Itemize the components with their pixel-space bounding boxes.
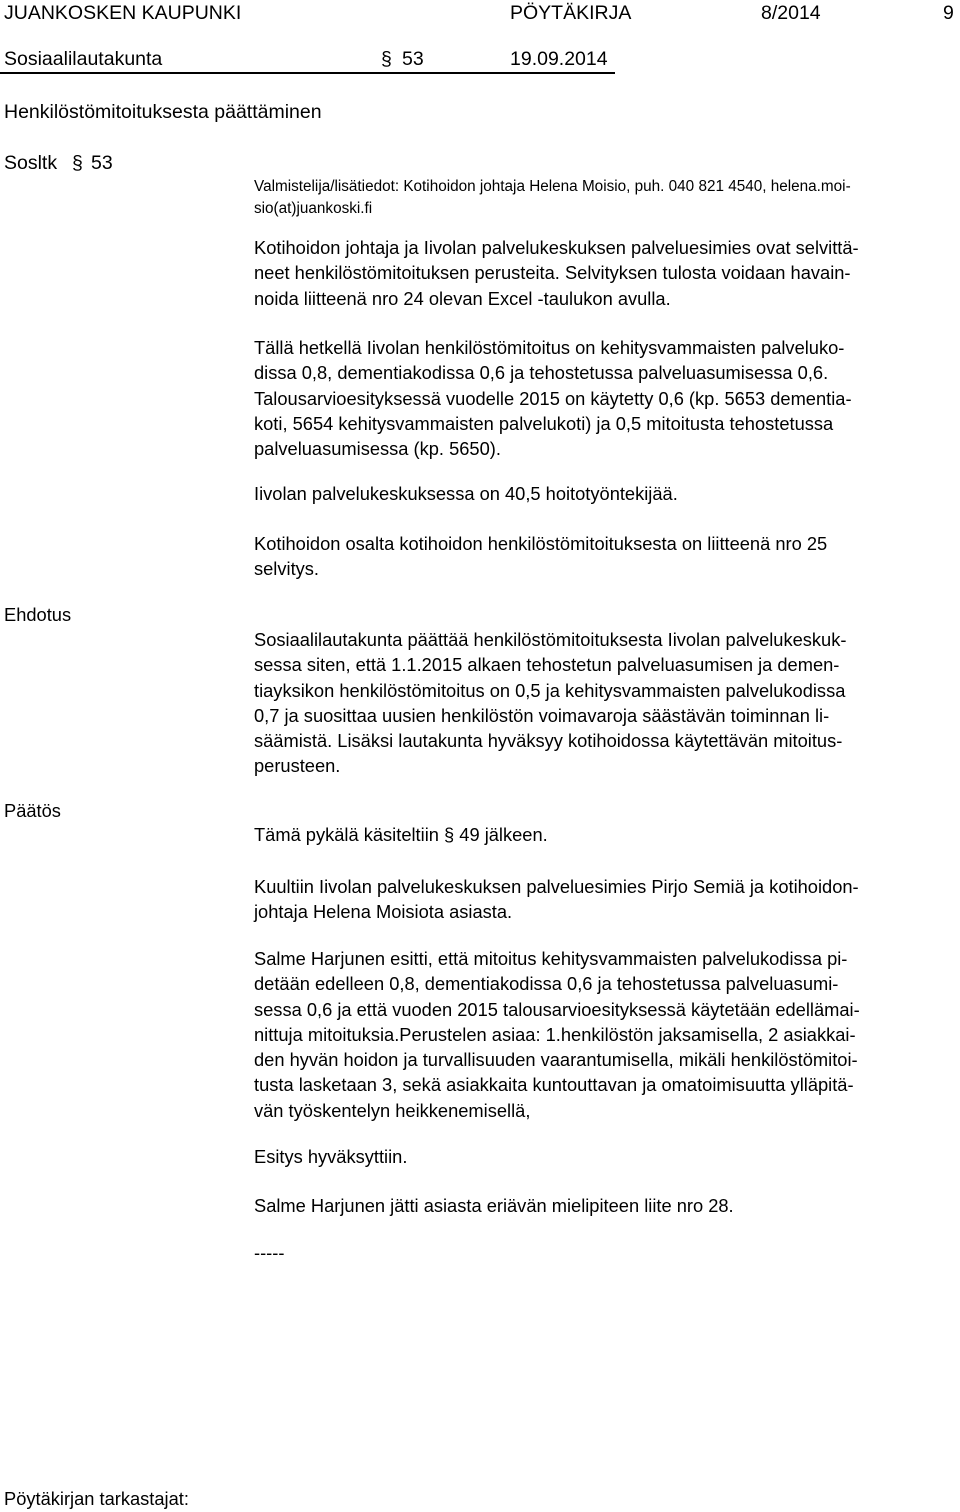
document-type: PÖYTÄKIRJA <box>510 2 632 24</box>
text-line: detään edelleen 0,8, dementiakodissa 0,6 ja tehostetussa palveluasumi- <box>254 973 839 995</box>
text-line: Tällä hetkellä Iivolan henkilöstömitoitus on kehitysvammaisten palveluko- <box>254 337 845 358</box>
text-line: selvitys. <box>254 558 320 580</box>
preparer-info <box>254 176 954 219</box>
text-line: dissa 0,8, dementiakodissa 0,6 ja tehostetussa palveluasumisessa 0,6. <box>254 362 829 384</box>
background-paragraph <box>254 531 954 582</box>
document-number: 8/2014 <box>761 2 821 24</box>
text-line: Talousarvioesityksessä vuodelle 2015 on käytetty 0,6 (kp. 5653 dementia- <box>254 387 852 409</box>
page-number: 9 <box>943 2 954 24</box>
text-line: tiayksikon henkilöstömitoitus on 0,5 ja kehitysvammaisten palvelukodissa <box>254 679 846 701</box>
end-mark: ----- <box>254 1242 285 1263</box>
background-paragraph <box>254 235 954 311</box>
page-title: Henkilöstömitoituksesta päättäminen <box>4 101 322 123</box>
text-line: Kotihoidon osalta kotihoidon henkilöstömitoituksesta on liitteenä nro 25 <box>254 533 828 554</box>
proposal-text <box>254 627 954 779</box>
text-line: sessa 0,6 ja että vuoden 2015 talousarvioesityksessä käytetään edellämai- <box>254 998 860 1020</box>
reference-label: Sosltk <box>4 152 58 174</box>
reference-section-number: 53 <box>91 152 113 174</box>
text-line: tusta lasketaan 3, sekä asiakkaita kuntouttavan ja omatoimisuutta ylläpitä- <box>254 1074 854 1096</box>
section-number: 53 <box>402 48 424 70</box>
background-paragraph <box>254 335 954 461</box>
text-line: noida liitteenä nro 24 olevan Excel -taulukon avulla. <box>254 287 671 309</box>
preparer-line: sio(at)juankoski.fi <box>254 199 373 217</box>
meeting-date: 19.09.2014 <box>510 48 608 70</box>
text-line: säämistä. Lisäksi lautakunta hyväksyy kotihoidossa käytettävän mitoitus- <box>254 730 843 752</box>
proposal-label: Ehdotus <box>4 604 72 625</box>
text-line: Kuultiin Iivolan palvelukeskuksen palveluesimies Pirjo Semiä ja kotihoidon- <box>254 876 859 897</box>
preparer-line: Valmistelija/lisätiedot: Kotihoidon johtaja Helena Moisio, puh. 040 821 4540, helena.moi- <box>254 178 851 195</box>
text-line: Esitys hyväksyttiin. <box>254 1146 408 1167</box>
text-line: den hyvän hoidon ja turvallisuuden vaarantumisella, mikäli henkilöstömitoi- <box>254 1049 858 1071</box>
background-paragraph <box>254 481 954 506</box>
decision-paragraph <box>254 1193 954 1218</box>
footer-inspectors-label: Pöytäkirjan tarkastajat: <box>4 1488 189 1509</box>
text-line: Salme Harjunen esitti, että mitoitus kehitysvammaisten palvelukodissa pi- <box>254 948 848 969</box>
city-name: JUANKOSKEN KAUPUNKI <box>4 2 242 24</box>
handled-section-symbol: § <box>444 824 455 845</box>
decision-label: Päätös <box>4 800 61 821</box>
text-line: nittuja mitoituksia.Perustelen asiaa: 1.henkilöstön jaksamisella, 2 asiakkai- <box>254 1023 856 1045</box>
text-line: vän työskentelyn heikkenemisellä, <box>254 1099 531 1121</box>
handled-prefix: Tämä pykälä käsiteltiin <box>254 824 439 845</box>
text-line: Sosiaalilautakunta päättää henkilöstömitoituksesta Iivolan palvelukeskuk- <box>254 629 847 650</box>
decision-paragraph <box>254 946 954 1123</box>
text-line: koti, 5654 kehitysvammaisten palvelukoti) ja 0,5 mitoitusta tehostetussa <box>254 412 834 434</box>
text-line: Salme Harjunen jätti asiasta eriävän mielipiteen liite nro 28. <box>254 1195 734 1216</box>
text-line: perusteen. <box>254 755 341 777</box>
reference-section-symbol: § <box>72 152 83 174</box>
decision-paragraph <box>254 1144 954 1169</box>
header-underline <box>0 72 615 74</box>
text-line: sessa siten, että 1.1.2015 alkaen tehostetun palveluasumisen ja demen- <box>254 654 840 676</box>
text-line: 0,7 ja suosittaa uusien henkilöstön voimavaroja säästävän toiminnan li- <box>254 704 830 726</box>
decision-handled <box>254 824 548 846</box>
text-line: palveluasumisessa (kp. 5650). <box>254 438 501 460</box>
committee-name: Sosiaalilautakunta <box>4 48 163 70</box>
text-line: Iivolan palvelukeskuksessa on 40,5 hoitotyöntekijää. <box>254 483 678 504</box>
decision-paragraph <box>254 874 954 925</box>
section-symbol: § <box>381 48 392 70</box>
text-line: Kotihoidon johtaja ja Iivolan palvelukeskuksen palveluesimies ovat selvittä- <box>254 237 859 258</box>
text-line: johtaja Helena Moisiota asiasta. <box>254 901 513 923</box>
handled-suffix: 49 jälkeen. <box>459 824 548 845</box>
text-line: neet henkilöstömitoituksen perusteita. Selvityksen tulosta voidaan havain- <box>254 262 851 284</box>
